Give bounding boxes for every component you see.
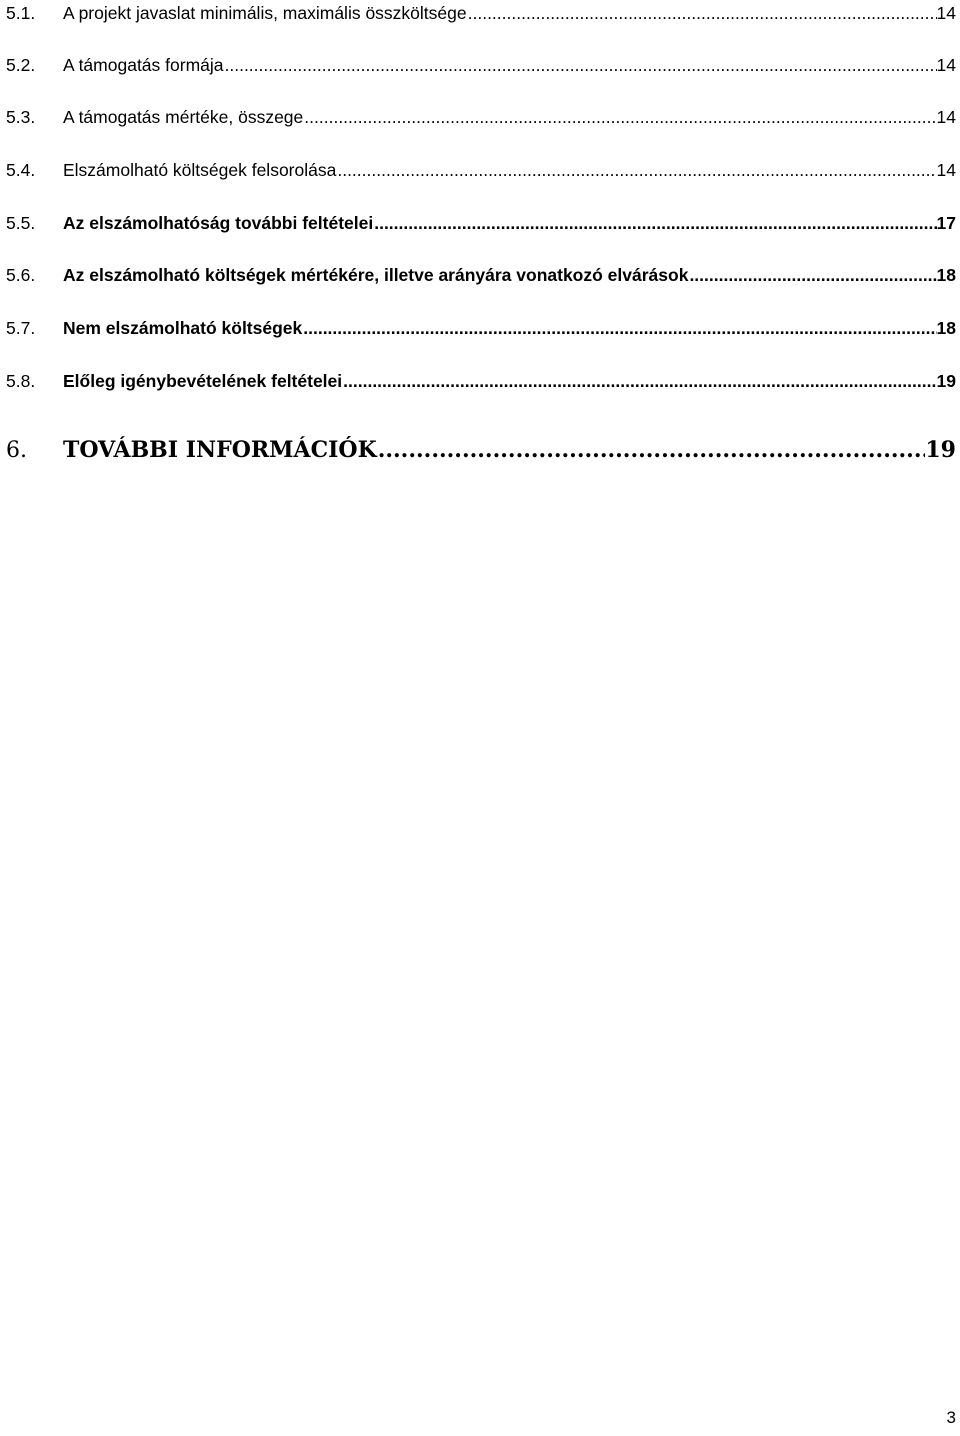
toc-entry-number: 5.3. (6, 107, 36, 127)
toc-entry-5-8[interactable] (6, 368, 956, 394)
toc-entry-page: 14 (936, 3, 956, 23)
toc-entry-title: A támogatás mértéke, összege (63, 107, 304, 127)
toc-entry-number: 5.8. (6, 371, 36, 391)
toc-entry-title: A támogatás formája (63, 55, 224, 75)
toc-entry-title: Elszámolható költségek felsorolása (63, 160, 337, 180)
toc-entry-title: Az elszámolható költségek mértékére, illetve arányára vonatkozó elvárások (63, 265, 689, 285)
toc-entry-title: A projekt javaslat minimális, maximális összköltsége (63, 3, 467, 23)
toc-leader-dots (302, 315, 936, 341)
toc-entry-number: 6. (6, 438, 27, 463)
toc-entry-page: 14 (936, 55, 956, 75)
toc-entry-page: 19 (925, 437, 956, 463)
toc-entry-number: 5.6. (6, 265, 36, 285)
toc-leader-dots (373, 210, 936, 236)
toc-entry-5-7[interactable] (6, 315, 956, 341)
toc-entry-title: Nem elszámolható költségek (63, 318, 303, 338)
toc-entry-number: 5.7. (6, 318, 36, 338)
toc-entry-page: 19 (936, 371, 956, 391)
toc-entry-5-4[interactable] (6, 157, 956, 183)
page-number: 3 (946, 1408, 956, 1427)
toc-entry-number: 5.4. (6, 160, 36, 180)
toc-leader-dots (336, 157, 936, 183)
toc-leader-dots (224, 52, 937, 78)
toc-leader-dots (377, 434, 926, 466)
toc-entry-5-1[interactable] (6, 0, 956, 26)
toc-entry-number: 5.5. (6, 213, 36, 233)
toc-entry-number: 5.2. (6, 55, 36, 75)
toc-leader-dots (467, 0, 937, 26)
toc-entry-page: 18 (936, 265, 956, 285)
toc-entry-title: Előleg igénybevételének feltételei (63, 371, 343, 391)
toc-entry-page: 14 (936, 160, 956, 180)
toc-entry-page: 17 (936, 213, 956, 233)
toc-entry-page: 18 (936, 318, 956, 338)
toc-entry-5-3[interactable] (6, 104, 956, 130)
toc-entry-5-2[interactable] (6, 52, 956, 78)
toc-leader-dots (688, 262, 936, 288)
toc-entry-5-5[interactable] (6, 210, 956, 236)
toc-entry-title: Az elszámolhatóság további feltételei (63, 213, 374, 233)
toc-leader-dots (303, 104, 936, 130)
toc-entry-number: 5.1. (6, 3, 36, 23)
toc-leader-dots (342, 368, 936, 394)
toc-entry-page: 14 (936, 107, 956, 127)
toc-entry-title: TOVÁBBI INFORMÁCIÓK (63, 437, 377, 463)
toc-entry-5-6[interactable] (6, 262, 956, 288)
toc-entry-6[interactable] (6, 434, 956, 466)
